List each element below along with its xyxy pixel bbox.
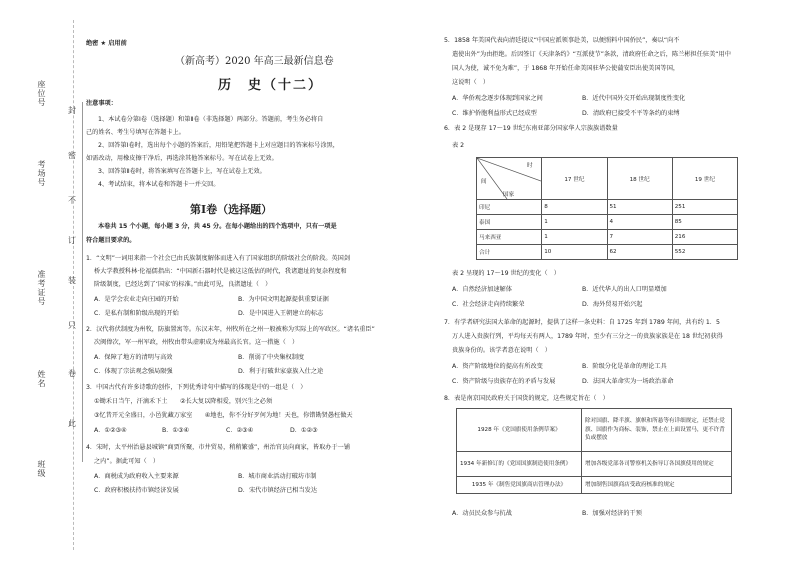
q6-option[interactable]: A．自然经济加速解体 bbox=[452, 286, 512, 293]
q2-option[interactable]: C．体现了宗法观念强局限强 bbox=[94, 368, 173, 375]
q6-col-header: 19 世纪 bbox=[672, 158, 737, 200]
note-line: 1、本试卷分第Ⅰ卷（选择题）和第Ⅱ卷（非选择题）两部分。答题前，考生务必将自 bbox=[98, 116, 324, 123]
name-label: 姓名 bbox=[37, 370, 46, 388]
q2-line: 2．汉代将伏制度为州牧，防旗置寓等。东汉末年，州牧所在之州一般被称为实际上的军政区。“诸名重臣” bbox=[86, 326, 375, 333]
table-row bbox=[477, 245, 738, 260]
q6-country: 印尼 bbox=[477, 200, 542, 215]
q6-country: 合计 bbox=[477, 245, 542, 260]
table-row bbox=[457, 409, 732, 452]
q8-option[interactable]: B．加强对经济的干预 bbox=[582, 510, 642, 517]
q6-cell: 85 bbox=[672, 215, 737, 230]
seal-char: 订 bbox=[68, 236, 76, 245]
q5-option[interactable]: A．华侨观念逐步体现到国家之间 bbox=[452, 95, 543, 102]
q5-line: 5．1858 年美国代表向清廷提议“中国应派领事赴美，以便照料中国侨民”，奏以“向不 bbox=[444, 37, 680, 44]
q7-option[interactable]: A．资产阶级地位的提高有所改变 bbox=[452, 363, 543, 370]
q1-line: 1．“文明”一词用来指一个社会已由氏族制度解体而进入有了国家组织的阶级社会的阶段。英国剑 bbox=[86, 255, 351, 262]
seal-char: 装 bbox=[68, 276, 76, 285]
q7-line: 7．有学者研究法国大革命的起源时，提供了这样一条史料：自 1725 年到 1789 年间，共有约 1．5 bbox=[444, 319, 720, 326]
q2-line: 次阀俸次，军一州军政，州牧由带头虚职成为州最高长官。这一措施（ ） bbox=[94, 339, 299, 346]
table-row bbox=[477, 200, 738, 215]
q8-law: 1928 年《党国旗使用条例草案》 bbox=[457, 409, 582, 452]
secret-mark: 绝密 ★ 启用前 bbox=[86, 40, 127, 47]
note-line: 2、回答第Ⅰ卷时，选出每个小题的答案后，用铅笔把答题卡上对应题目的答案标号涂黑， bbox=[98, 142, 339, 149]
part1-intro: 本卷共 15 个小题，每小题 3 分，共 45 分。在每小题给出的四个选项中，只有一项是 bbox=[98, 223, 337, 230]
q6-country: 泰国 bbox=[477, 215, 542, 230]
corner-label: 国家 bbox=[503, 192, 515, 198]
q6-option[interactable]: D．海外贸易开始兴起 bbox=[582, 301, 643, 308]
q3-option[interactable]: C．②③④ bbox=[226, 427, 254, 434]
q8-text: 增加各级党部各司警察机关指导订各国旗使用的规定 bbox=[582, 452, 732, 477]
class-label: 班级 bbox=[37, 460, 46, 478]
q6-option[interactable]: C．社会经济走向持续繁荣 bbox=[452, 301, 525, 308]
seal-char: 封 bbox=[68, 106, 76, 115]
table-row bbox=[457, 477, 732, 494]
q6-cell: 1 bbox=[542, 230, 607, 245]
q4-line: 之内”。据此可知（ ） bbox=[94, 458, 160, 465]
binding-margin bbox=[30, 20, 90, 550]
q6-cell: 8 bbox=[542, 200, 607, 215]
seal-line bbox=[82, 102, 84, 462]
q6-cell: 51 bbox=[607, 200, 672, 215]
seal-char: 此 bbox=[68, 419, 76, 428]
q7-line: 万人进入贵族行列，平均每天有两人，1789 年时，至少有三分之一的贵族家族是在 18 世纪初获得 bbox=[452, 333, 723, 340]
q6-cell: 552 bbox=[672, 245, 737, 260]
q5-line: 遣使出外”为由拒绝。后因签订《天津条约》“互派使节”条款，清政府任命之后，陈兰彬担任驻美“用中 bbox=[452, 51, 731, 58]
q3-item: ③忆昔开元全盛日，小邑犹藏万家室 ④地也，你不分好歹何为地！天也，你错勘贤愚枉做天 bbox=[94, 412, 353, 419]
q6-cell: 4 bbox=[607, 215, 672, 230]
q8-law: 1935 年《制售党国旗商店管理办法》 bbox=[457, 477, 582, 494]
q5-option[interactable]: B．近代中国外交开始出现制度性变化 bbox=[582, 95, 686, 102]
q8-law: 1934 年新修订的《党国国旗制造使用条例》 bbox=[457, 452, 582, 477]
q7-option[interactable]: B．阶级分化是革命的理论工具 bbox=[582, 363, 667, 370]
q2-option[interactable]: A．保障了地方的清明与高效 bbox=[94, 354, 173, 361]
note-line: 己的姓名、考生号填写在答题卡上。 bbox=[86, 129, 185, 136]
q6-cell: 251 bbox=[672, 200, 737, 215]
part1-title: 第Ⅰ卷（选择题） bbox=[190, 203, 273, 216]
q6-cell: 10 bbox=[542, 245, 607, 260]
q8-table bbox=[456, 408, 732, 494]
notes-heading: 注意事项： bbox=[86, 100, 117, 107]
q4-option[interactable]: D．宋代市镇经济已相当发达 bbox=[238, 487, 318, 494]
q8-text: 除对国旗、降半旗、旗帜和所悬等有详细规定，还禁止党旗、国旗作为商标、装饰，禁止在上面设置马，更不许背负或摆放 bbox=[582, 409, 732, 452]
seal-char: 密 bbox=[68, 151, 76, 160]
part1-intro: 符合题目要求的。 bbox=[86, 237, 136, 244]
q3-option[interactable]: A．①②③④ bbox=[94, 427, 127, 434]
q4-option[interactable]: B．城市商业活动打破坊市制 bbox=[238, 473, 317, 480]
seal-char: 卷 bbox=[68, 369, 76, 378]
exam-id-label: 准考证号 bbox=[37, 270, 46, 306]
q6-table bbox=[476, 157, 738, 260]
exam-room-label: 考场号 bbox=[37, 160, 46, 187]
note-line: 3、回答第Ⅱ卷时，将答案填写在答题卡上，写在试卷上无效。 bbox=[98, 168, 266, 175]
q6-country: 马来西亚 bbox=[477, 230, 542, 245]
q3-line: 3．中国古代有许多诗歌的创作，下列优秀诗句中描写的体现是中的一组是（ ） bbox=[86, 384, 307, 391]
q6-corner-cell bbox=[477, 158, 542, 200]
q6-table-label: 表 2 bbox=[452, 142, 465, 149]
q1-line: 桥大学教授科林·伦福儒指出：“中国新石器时代是被这这低估的时代，我诸遗址的复杂程度和 bbox=[94, 268, 347, 275]
q4-line: 4．宋时，太平州治悬县城镇“商贾所聚，市井贸易，稍稍繁盛”，州治官员向商家，皆取办于一铺 bbox=[86, 444, 351, 451]
table-row bbox=[477, 215, 738, 230]
q1-option[interactable]: A．是学会农业走向庄园的开始 bbox=[94, 296, 179, 303]
q2-option[interactable]: B．削弱了中央集权制度 bbox=[238, 354, 305, 361]
q1-line: 阶级制度，已经达到了‘国家’的标准。”由此可见，良渚遗址（ ） bbox=[94, 281, 272, 288]
q6-col-header: 18 世纪 bbox=[607, 158, 672, 200]
q5-line: 国人为使，诚不免为难”，于 1868 年开始任命美国驻华公使蒲安臣出使美国等国， bbox=[452, 65, 680, 72]
q1-option[interactable]: B．为中国文明起源提供重要证据 bbox=[238, 296, 329, 303]
note-line: 4、考试结束，将本试卷和答题卡一并交回。 bbox=[98, 181, 220, 188]
seal-char: 不 bbox=[68, 196, 76, 205]
q4-option[interactable]: C．政府积极扶持市镇经济发展 bbox=[94, 487, 179, 494]
q6-cell: 1 bbox=[542, 215, 607, 230]
q6-stem: 6．表 2 是现存 17～19 世纪东南亚部分国家华人宗族族谱数量 bbox=[444, 125, 618, 132]
q5-line: 这说明（ ） bbox=[452, 79, 490, 86]
q6-caption: 表 2 呈现的 17～19 世纪的变化（ ） bbox=[452, 270, 560, 277]
table-row bbox=[457, 452, 732, 477]
q3-item: ①锄禾日当午，汗滴禾下土 ②长大复以降相爱，别兴生之必须 bbox=[94, 398, 273, 405]
q6-cell: 216 bbox=[672, 230, 737, 245]
table-row bbox=[477, 230, 738, 245]
q1-option[interactable]: C．是私有制和阶级出现的开始 bbox=[94, 310, 179, 317]
q7-option[interactable]: D．法国大革命实为一场政治革命 bbox=[582, 378, 674, 385]
q5-option[interactable]: D．清政府已接受不平等条约的束缚 bbox=[582, 110, 680, 117]
subject-title: 历 史（十二） bbox=[218, 78, 324, 93]
q7-option[interactable]: C．资产阶级与贵族存在的矛盾与发展 bbox=[452, 378, 556, 385]
q6-cell: 62 bbox=[607, 245, 672, 260]
exam-title: （新高考）2020 年高三最新信息卷 bbox=[175, 56, 334, 67]
corner-label: 时 bbox=[527, 163, 533, 169]
seal-char: 只 bbox=[68, 321, 76, 330]
q3-option[interactable]: D．①②③ bbox=[290, 427, 318, 434]
q8-text: 增加制售国旗商店受政府核准的规定 bbox=[582, 477, 732, 494]
q8-option[interactable]: A．动员民众参与抗战 bbox=[452, 510, 512, 517]
q8-stem: 8．表是南京国民政府关于国货的规定，这些规定旨在（ ） bbox=[444, 395, 609, 402]
q2-option[interactable]: D．利于打破世家豪族入仕之途 bbox=[238, 368, 324, 375]
q3-option[interactable]: B．①③④ bbox=[162, 427, 190, 434]
q1-option[interactable]: D．是中国进入王朝建立的标志 bbox=[238, 310, 324, 317]
q6-col-header: 17 世纪 bbox=[542, 158, 607, 200]
corner-label: 间 bbox=[481, 179, 487, 185]
note-line: 如需改动，用橡皮擦干净后，再选涂其他答案标号。写在试卷上无效。 bbox=[86, 155, 278, 162]
q6-cell: 7 bbox=[607, 230, 672, 245]
seat-label: 座位号 bbox=[37, 80, 46, 107]
q4-option[interactable]: A．商税成为政府收入主要来源 bbox=[94, 473, 179, 480]
q5-option[interactable]: C．维护侨胞利益形式已经成型 bbox=[452, 110, 537, 117]
q7-line: 贵族身份的。该学者意在说明（ ） bbox=[452, 347, 551, 354]
q6-option[interactable]: B．近代华人的出人口明显增加 bbox=[582, 286, 667, 293]
